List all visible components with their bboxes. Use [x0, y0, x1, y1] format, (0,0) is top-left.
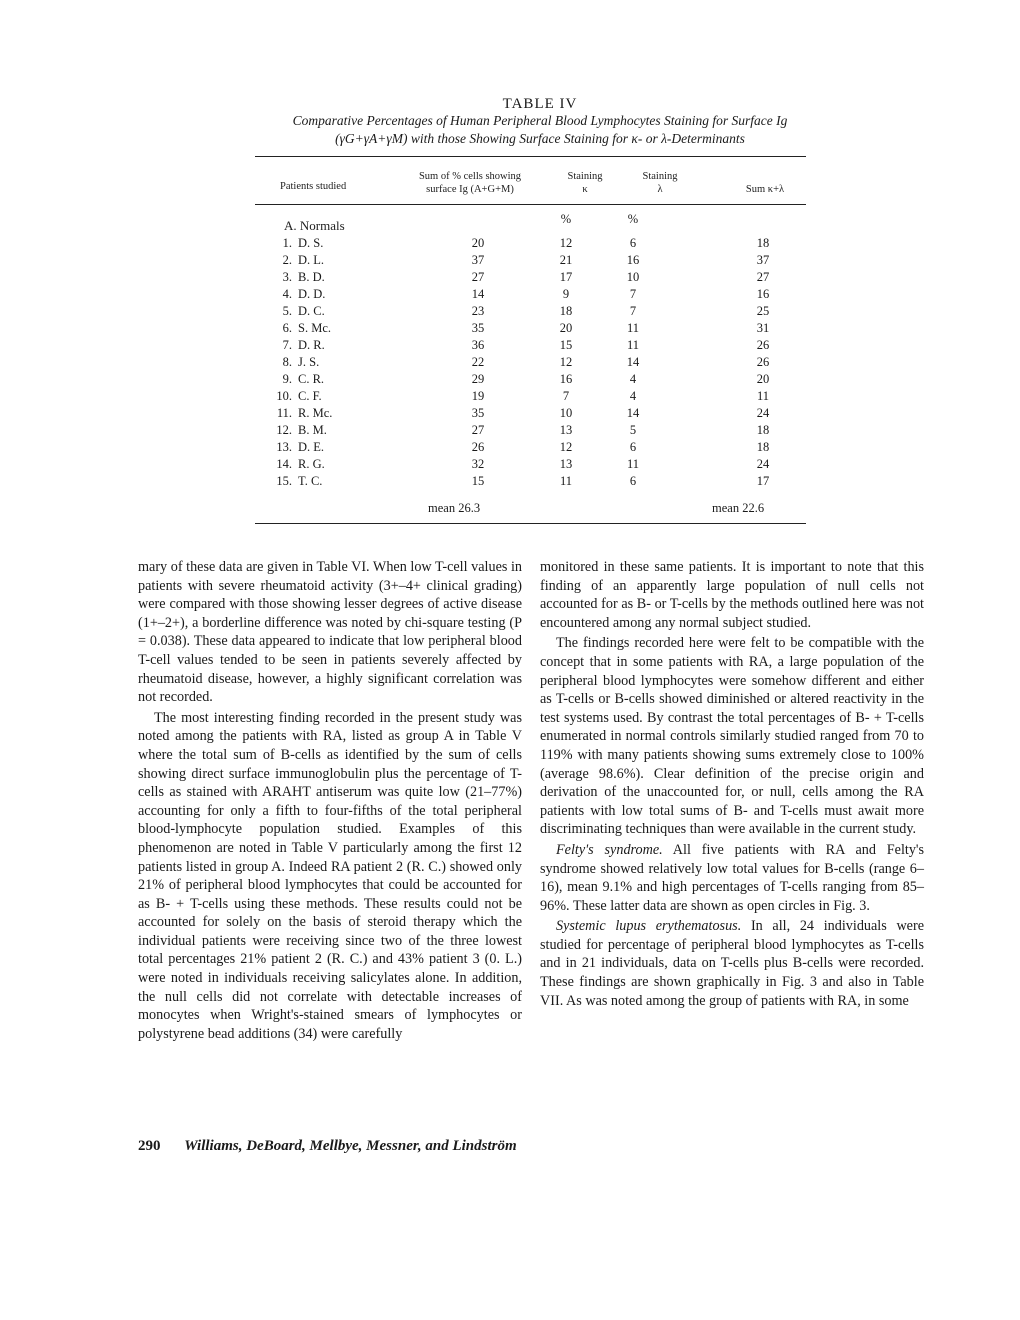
table-row: [0, 287, 1020, 304]
kappa-cell: 13: [559, 423, 573, 437]
table-row: [0, 304, 1020, 321]
paragraph: mary of these data are given in Table VI. When low T-cell values in patients with severe rheumatoid activity (3+–4+ clinical grading) were compared with those showing lesser degrees of active disease (1+–2+), a borderline difference was noted by chi-square testing (P = 0.038). These data appeared to indicate that low peripheral blood T-cell values tended to be seen in patients severely affected by rheumatoid disease, however, a highly significant correlation was not recorded.: [138, 559, 522, 706]
patient-initials: C. R.: [298, 372, 325, 386]
sum-kappa-lambda-cell: 16: [756, 287, 770, 301]
header-patients: Patients studied: [280, 181, 347, 192]
sum-kappa-lambda-cell: 18: [756, 440, 770, 454]
patient-cell: [270, 321, 380, 336]
sum-ig-cell: 35: [471, 406, 485, 420]
paragraph-text: In all, 24 individuals were studied for percentage of peripheral blood lymphocytes as T-cells and in 21 individuals, data on T-cells plus B-cells were recorded. These findings are shown graphically in Fig. 3 and also in Table VII. As was noted among the group of patients with RA, in some: [540, 918, 925, 1009]
sum-ig-cell: 35: [471, 321, 485, 335]
sum-kappa-lambda-cell: 26: [756, 355, 770, 369]
patient-cell: [270, 287, 380, 302]
header-sum-ig-line-1: Sum of % cells showing: [418, 171, 522, 182]
kappa-cell: 21: [559, 253, 573, 267]
lambda-cell: 5: [629, 423, 637, 437]
sum-kappa-lambda-cell: 37: [756, 253, 770, 267]
section-heading-sle: Systemic lupus erythematosus.: [556, 918, 742, 935]
header-sum-kappa-lambda: Sum κ+λ: [745, 184, 785, 195]
patient-number: 1.: [282, 236, 292, 250]
patient-number: 7.: [282, 338, 292, 352]
sum-ig-cell: 22: [471, 355, 485, 369]
kappa-cell: 18: [559, 304, 573, 318]
lambda-cell: 6: [629, 236, 637, 250]
lambda-cell: 14: [626, 406, 640, 420]
table-row: [0, 253, 1020, 270]
paragraph: monitored in these same patients. It is important to note that this finding of an apparently large population of null cells not accounted for as B- or T-cells by the methods outlined here was not encountered among any normal subject studied.: [540, 559, 924, 631]
right-column: [540, 558, 924, 1012]
table-row: [0, 355, 1020, 372]
page-footer: [138, 1138, 517, 1155]
paragraph: [540, 917, 924, 1010]
sum-ig-cell: 32: [471, 457, 485, 471]
mean-sum-ig: mean 26.3: [428, 501, 481, 515]
patient-initials: S. Mc.: [298, 321, 331, 335]
patient-initials: R. G.: [298, 457, 325, 471]
sum-ig-cell: 27: [471, 270, 485, 284]
table-row: [0, 270, 1020, 287]
table-title: TABLE IV: [502, 96, 578, 112]
header-lambda: [625, 170, 695, 196]
patient-initials: D. E.: [298, 440, 325, 454]
patient-initials: R. Mc.: [298, 406, 333, 420]
lambda-cell: 7: [629, 304, 637, 318]
lambda-cell: 10: [626, 270, 640, 284]
sum-kappa-lambda-cell: 24: [756, 457, 770, 471]
patient-initials: D. L.: [298, 253, 325, 267]
kappa-cell: 11: [559, 474, 573, 488]
table-row: [0, 474, 1020, 491]
patient-cell: [270, 440, 380, 455]
patient-number: 8.: [282, 355, 292, 369]
patient-initials: D. S.: [298, 236, 324, 250]
patient-number: 3.: [282, 270, 292, 284]
table-caption-line-2: (γG+γA+γM) with those Showing Surface Staining for κ- or λ-Determinants: [335, 131, 745, 146]
left-column: [138, 558, 522, 1045]
table-top-rule: [255, 156, 806, 157]
patient-cell: [270, 304, 380, 319]
patient-number: 13.: [276, 440, 292, 454]
patient-number: 12.: [276, 423, 292, 437]
sum-kappa-lambda-cell: 18: [756, 423, 770, 437]
sum-kappa-lambda-cell: 24: [756, 406, 770, 420]
lambda-cell: 14: [626, 355, 640, 369]
lambda-cell: 11: [626, 338, 640, 352]
paragraph: The findings recorded here were felt to be compatible with the concept that in some patients with RA, a large population of the peripheral blood lymphocytes were somehow different and either as T-cells or B-cells showed diminished or altered reactivity in the test systems used. By contrast the total percentages of B- + T-cells enumerated in normal controls similarly studied ranged from 70 to 119% with many patients showing sums extremely close to 100% (average 98.6%). Clear definition of the precise origin and derivation of the unaccounted for, or null, cells among the RA patients with low total sums of B- and T-cells must await more discriminating techniques than were available in the current study.: [540, 635, 924, 838]
section-heading-felty: Felty's syndrome.: [556, 841, 663, 858]
patient-number: 9.: [282, 372, 292, 386]
kappa-cell: 16: [559, 372, 573, 386]
patient-initials: D. D.: [298, 287, 326, 301]
running-authors: Williams, DeBoard, Mellbye, Messner, and Lindström: [184, 1138, 517, 1154]
patient-cell: [270, 406, 380, 421]
table-row: [0, 236, 1020, 253]
table-row: [0, 338, 1020, 355]
paragraph: The most interesting finding recorded in the present study was noted among the patients with RA, listed as group A in Table V where the total sum of B-cells as identified by the sum of cells showing direct surface immunoglobulin plus the percentage of T-cells as stained with ARAHT antiserum was quite low (21–77%) accounting for only a fifth to four-fifths of the total peripheral blood-lymphocyte population studied. Examples of this phenomenon are noted in Table V particularly among the first 12 patients listed in group A. Indeed RA patient 2 (R. C.) showed only 21% of peripheral blood lymphocytes that could be accounted for as B- + T-cells using these methods. These results could not be accounted for solely on the basis of steroid therapy which the individual patients were receiving since two of the three lowest total percentages 21% patient 2 (R. C.) and 43% patient 3 (0. L.) were noted in individuals receiving salicylates alone. In addition, the null cells did not correlate with detectable increases of monocytes when Wright's-stained smears of lymphocytes or polystyrene bead additions (34) were carefully: [138, 709, 522, 1042]
table-header-rule: [255, 204, 806, 205]
sum-ig-cell: 36: [471, 338, 485, 352]
mean-sum-kappa-lambda: mean 22.6: [712, 501, 765, 515]
header-lambda-line-1: Staining: [642, 171, 678, 182]
sum-kappa-lambda-cell: 18: [756, 236, 770, 250]
patient-cell: [270, 423, 380, 438]
patient-cell: [270, 457, 380, 472]
patient-number: 6.: [282, 321, 292, 335]
paragraph: [540, 841, 924, 915]
patient-number: 11.: [276, 406, 292, 420]
patient-cell: [270, 236, 380, 251]
patient-cell: [270, 338, 380, 353]
patient-initials: D. R.: [298, 338, 325, 352]
patient-cell: [270, 474, 380, 489]
patient-initials: B. M.: [298, 423, 327, 437]
lambda-unit: %: [627, 212, 639, 226]
table-row: [0, 457, 1020, 474]
patient-cell: [270, 253, 380, 268]
kappa-unit: %: [560, 212, 572, 226]
patient-initials: B. D.: [298, 270, 325, 284]
kappa-cell: 12: [559, 236, 573, 250]
patient-cell: [270, 389, 380, 404]
table-bottom-rule: [255, 523, 806, 524]
kappa-cell: 12: [559, 440, 573, 454]
sum-ig-cell: 23: [471, 304, 485, 318]
table-row: [0, 423, 1020, 440]
lambda-cell: 6: [629, 440, 637, 454]
patient-initials: C. F.: [298, 389, 322, 403]
kappa-cell: 7: [562, 389, 570, 403]
kappa-cell: 12: [559, 355, 573, 369]
patient-initials: D. C.: [298, 304, 325, 318]
patient-number: 15.: [276, 474, 292, 488]
kappa-cell: 20: [559, 321, 573, 335]
kappa-cell: 13: [559, 457, 573, 471]
kappa-cell: 10: [559, 406, 573, 420]
header-sum-ig: [395, 170, 545, 196]
header-kappa-line-2: κ: [582, 184, 588, 195]
sum-kappa-lambda-cell: 17: [756, 474, 770, 488]
header-lambda-line-2: λ: [657, 184, 663, 195]
header-kappa: [550, 170, 620, 196]
patient-number: 2.: [282, 253, 292, 267]
patient-initials: J. S.: [298, 355, 320, 369]
lambda-cell: 4: [629, 389, 637, 403]
sum-kappa-lambda-cell: 20: [756, 372, 770, 386]
lambda-cell: 6: [629, 474, 637, 488]
patient-cell: [270, 372, 380, 387]
lambda-cell: 16: [626, 253, 640, 267]
group-label: A. Normals: [284, 218, 345, 233]
sum-ig-cell: 14: [471, 287, 485, 301]
sum-ig-cell: 19: [471, 389, 485, 403]
kappa-cell: 17: [559, 270, 573, 284]
sum-kappa-lambda-cell: 25: [756, 304, 770, 318]
paragraph-text: All five patients with RA and Felty's syndrome showed relatively low total values for B-cells (range 6–16), mean 9.1% and high percentages of T-cells ranging from 85–96%. These latter data are shown as open circles in Fig. 3.: [540, 841, 925, 914]
sum-kappa-lambda-cell: 27: [756, 270, 770, 284]
patient-initials: T. C.: [298, 474, 323, 488]
sum-kappa-lambda-cell: 11: [756, 389, 770, 403]
table-row: [0, 406, 1020, 423]
patient-number: 5.: [282, 304, 292, 318]
table-row: [0, 372, 1020, 389]
patient-number: 14.: [276, 457, 292, 471]
sum-ig-cell: 20: [471, 236, 485, 250]
sum-ig-cell: 26: [471, 440, 485, 454]
lambda-cell: 7: [629, 287, 637, 301]
sum-ig-cell: 29: [471, 372, 485, 386]
sum-kappa-lambda-cell: 26: [756, 338, 770, 352]
sum-ig-cell: 15: [471, 474, 485, 488]
header-kappa-line-1: Staining: [567, 171, 603, 182]
sum-kappa-lambda-cell: 31: [756, 321, 770, 335]
table-row: [0, 321, 1020, 338]
table-row: [0, 389, 1020, 406]
patient-cell: [270, 270, 380, 285]
patient-cell: [270, 355, 380, 370]
header-sum-ig-line-2: surface Ig (A+G+M): [426, 184, 514, 195]
kappa-cell: 15: [559, 338, 573, 352]
kappa-cell: 9: [562, 287, 570, 301]
patient-number: 10.: [276, 389, 292, 403]
sum-ig-cell: 27: [471, 423, 485, 437]
lambda-cell: 11: [626, 321, 640, 335]
lambda-cell: 4: [629, 372, 637, 386]
sum-ig-cell: 37: [471, 253, 485, 267]
page-number: 290: [138, 1138, 161, 1154]
lambda-cell: 11: [626, 457, 640, 471]
patient-number: 4.: [282, 287, 292, 301]
table-row: [0, 440, 1020, 457]
table-caption-line-1: Comparative Percentages of Human Peripheral Blood Lymphocytes Staining for Surface Ig: [292, 113, 788, 128]
